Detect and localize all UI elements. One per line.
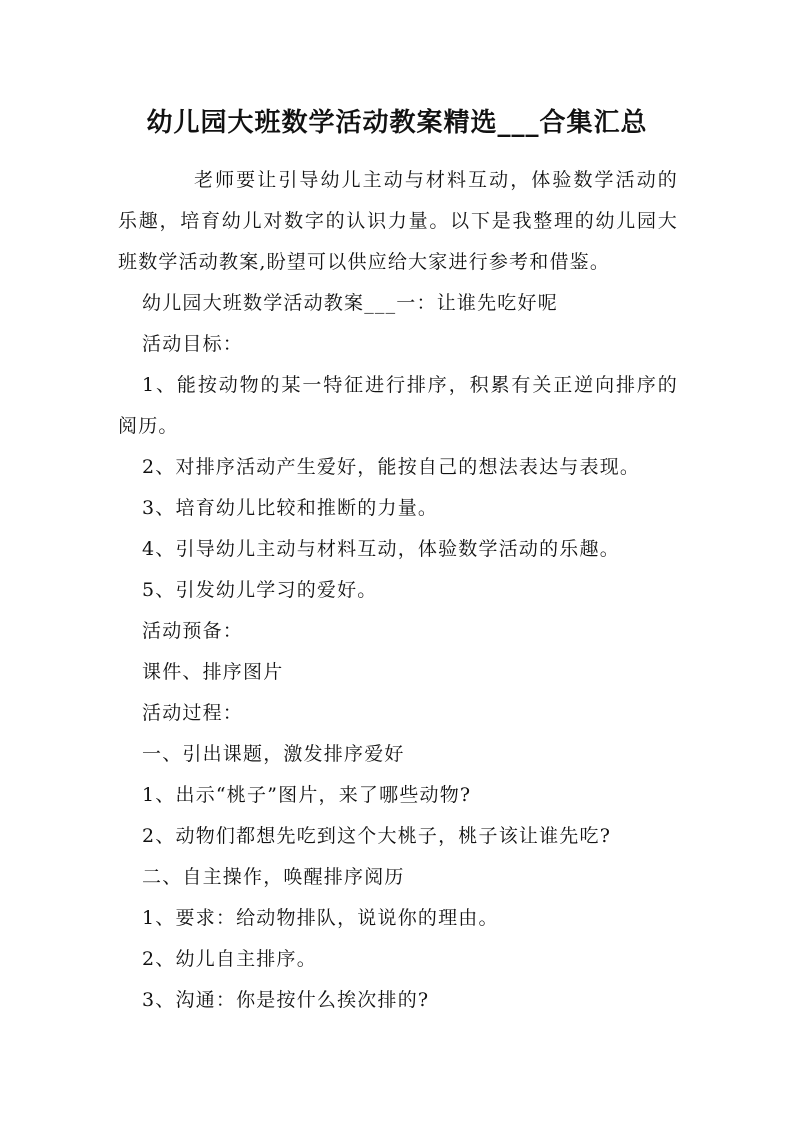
body-line: 活动目标： [142,333,244,355]
document-title: 幼儿园大班数学活动教案精选___合集汇总 [146,108,648,138]
body-line: 一、引出课题，激发排序爱好 [142,743,405,765]
body-lines [118,283,678,1021]
section-heading: 幼儿园大班数学活动教案___一：让谁先吃好呢 [142,292,558,314]
body-line: 2、动物们都想先吃到这个大桃子，桃子该让谁先吃? [142,825,612,847]
body-line: 2、幼儿自主排序。 [142,948,317,970]
body-line: 4、引导幼儿主动与材料互动，体验数学活动的乐趣。 [142,538,620,560]
body-line: 3、沟通：你是按什么挨次排的? [142,989,430,1011]
body-line: 2、对排序活动产生爱好，能按自己的想法表达与表现。 [142,456,641,478]
body-line: 活动预备： [142,620,244,642]
intro-paragraph: 老师要让引导幼儿主动与材料互动，体验数学活动的乐趣，培育幼儿对数字的认识力量。以下是我整理的幼儿园大班数学活动教案,盼望可以供应给大家进行参考和借鉴。 [118,169,678,273]
body-line: 5、引发幼儿学习的爱好。 [142,579,378,601]
body-line: 活动过程： [142,702,244,724]
body-line: 1、出示“桃子”图片，来了哪些动物? [142,784,472,806]
body-line: 3、培育幼儿比较和推断的力量。 [142,497,439,519]
body-line: 1、要求：给动物排队，说说你的理由。 [142,907,499,929]
body-line: 课件、排序图片 [142,661,284,683]
body-line: 二、自主操作，唤醒排序阅历 [142,866,405,888]
body-line: 1、能按动物的某一特征进行排序，积累有关正逆向排序的阅历。 [118,374,678,437]
